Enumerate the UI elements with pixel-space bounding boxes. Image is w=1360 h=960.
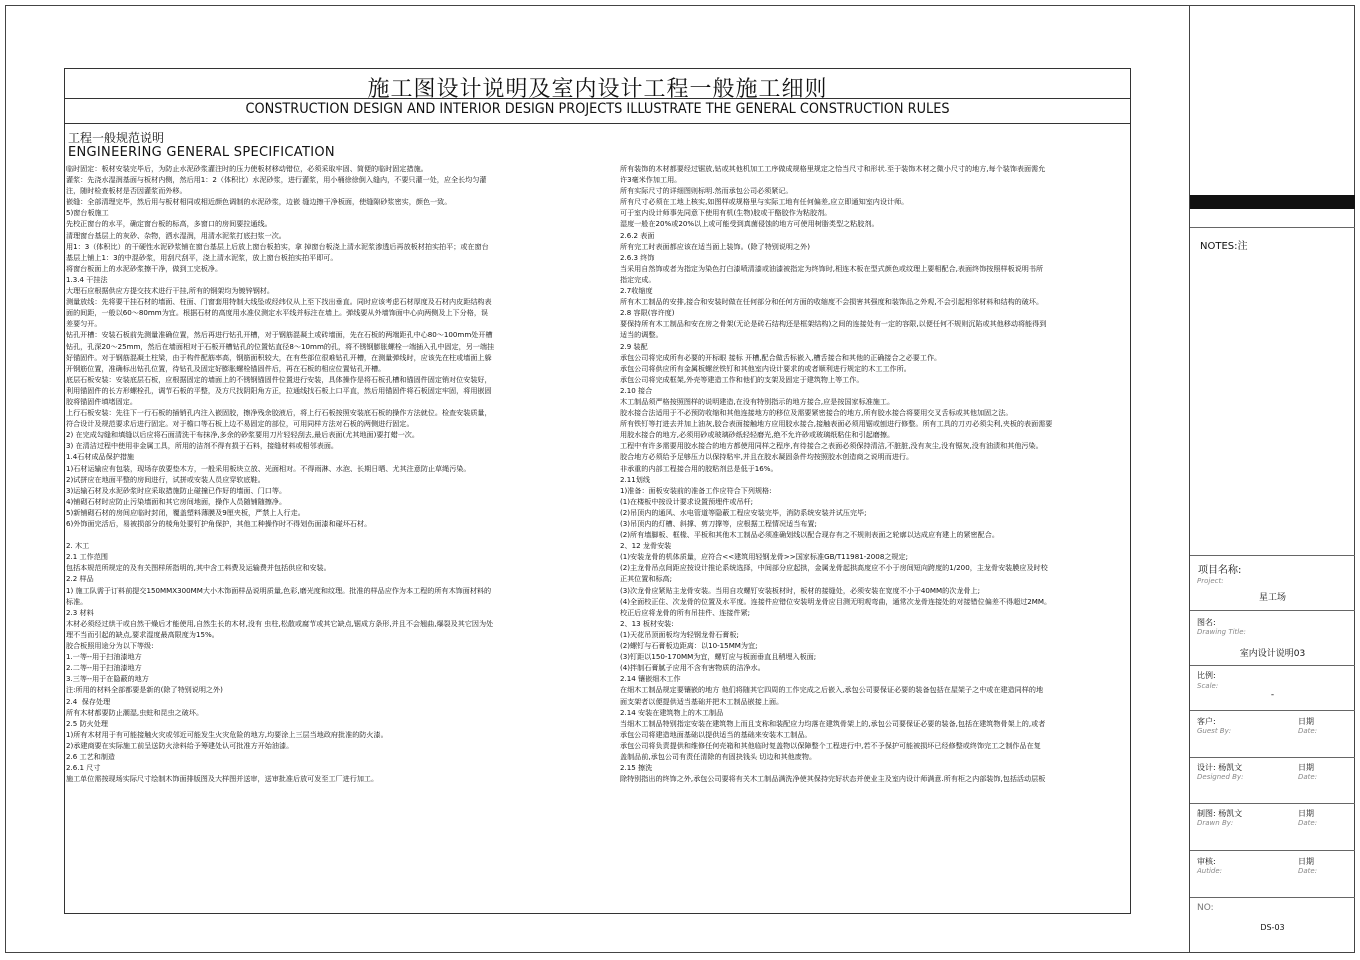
scale-sub-label: Scale: <box>1197 682 1219 690</box>
section-heading-english: ENGINEERING GENERAL SPECIFICATION <box>68 145 335 160</box>
text-line: 正其位置和标高; <box>620 574 673 584</box>
text-line: 钻孔开槽：安装石板前先测量准确位置，然后再进行钻孔开槽，对于钢筋混凝土或砖墙面，先在石板的两端距孔中心80～100mm处开槽 <box>66 330 493 340</box>
text-line: (3)吊顶内的灯槽、斜撑、剪刀撑等，应根据工程情况适当布置; <box>620 519 817 528</box>
text-line: 包括本规范所规定的及有关图样所指明的,其中含工料费及运输费并包括供应和安装。 <box>66 563 331 573</box>
title-english: CONSTRUCTION DESIGN AND INTERIOR DESIGN PROJECTS ILLUSTRATE THE GENERAL CONSTRUCTION RULES <box>245 101 950 117</box>
drafter-date-sub-label: Date: <box>1298 819 1318 827</box>
text-line: 先校正窗台的水平，确定窗台板的标高，多窗口的房间要拉通线。 <box>66 219 272 229</box>
text-line: 承包公司将完成框架,外壳等建造工作和他们的支架及固定于建筑物上等工作。 <box>620 374 864 384</box>
text-line: 1.3.4 干挂法 <box>66 274 108 284</box>
text-line: 所有实际尺寸的详细图则标明.然而承包公司必须紧记。 <box>620 186 793 196</box>
divider <box>1190 665 1355 666</box>
designer-label: 设计: 杨凯文 <box>1197 763 1243 772</box>
text-line: 2) 在完成勾缝和填缝以后应将石面清洗干布抹净,多余的砂浆要用刀片轻轻刮去,最后表面(尤其地面)要打蜡一次。 <box>66 430 419 440</box>
text-line: 1) 施工队需于订料前提交150MMX300MM大小木饰面样品说明质量,色彩,磨光度和纹理。批准的样品应作为本工程的所有木饰面材料的 <box>66 585 492 595</box>
text-line: 利用锚固件的长方形螺栓孔，调节石板的平整，及方尺找阴阳角方正，拉通线找石板上口平直，然后用锚固件将石板固定牢固，将用嵌固 <box>66 385 492 395</box>
text-line: 所有完工时表面都应该在适当面上装饰。(除了特别说明之外) <box>620 241 810 251</box>
sheet-number-label: NO: <box>1197 903 1214 913</box>
text-line: 许3毫米作加工用。 <box>620 175 682 185</box>
text-line: 2.二等--用于扫油漆地方 <box>66 663 142 673</box>
text-line: 2.11划线 <box>620 474 650 484</box>
text-line: 要保持所有木工制品和安在房之骨架(无论是砖石结构还是框架结构)之间的连接处有一定的容限,以便任何不规则沉陷或其他移动将能得到 <box>620 319 1047 329</box>
text-line: 所有木工制品的安排,接合和安装时做在任何部分和任何方面的收缩度不会损害其强度和装饰品之外观,不会引起相邻材料和结构的破坏。 <box>620 297 1044 307</box>
text-line: 3) 在清洁过程中使用非金属工具，所用的洁剂不得有损于石料，接缝材料或相邻表面。 <box>66 441 339 451</box>
notes-label: NOTES:注 <box>1200 241 1248 252</box>
text-line: 灌浆：先浇水湿润基面与板材内侧，然后用1：2（体积比）水泥砂浆，进行灌浆，用小桶徐徐倒入缝内，不要只灌一处，应全长均匀灌 <box>66 175 487 185</box>
divider <box>1190 710 1355 711</box>
text-line: 胶水接合法适用于不必预防收缩和其他连接地方的移位及需要紧密接合的地方,所有胶水接合将要用交叉舌标或其他加固之法。 <box>620 408 1013 418</box>
text-line: 2、12 龙骨安装 <box>620 541 672 551</box>
text-line: 2.3 材料 <box>66 607 94 617</box>
text-line: 2. 木工 <box>66 541 90 551</box>
text-line: 3.三等--用于在隐蔽的地方 <box>66 674 149 684</box>
project-sub-label: Project: <box>1197 577 1224 585</box>
text-line: 符合设计及规范要求后进行固定。对于檐口等石板上边不易固定的部位，可用同样方法对石板的两侧进行固定。 <box>66 419 414 429</box>
text-line: 5)新铺砌石材的房间应临时封闭，覆盖塑料薄膜及9厘夹板，严禁上人行走。 <box>66 507 305 517</box>
text-line: 指定完成。 <box>620 274 656 284</box>
text-line: 2.6 工艺和制造 <box>66 751 116 761</box>
text-line: 1)准备：面板安装前的准备工作应符合下列规格: <box>620 485 772 495</box>
reviewer-date-sub-label: Date: <box>1298 867 1318 875</box>
divider <box>1190 227 1355 228</box>
text-line: 所有尺寸必须在工地上核实,如图样或规格里与实际工地有任何偏差,应立即通知室内设计师。 <box>620 197 909 207</box>
text-line: (4)全面校正住、次龙骨的位置及水平度。连接件应错位安装明龙骨应目测无明观弯曲，通常次龙骨连接处的对接错位偏差不得超过2MM。 <box>620 596 1052 606</box>
text-line: 用胶水接合的地方,必须用砂或玻璃砂纸轻轻磨光,绝不允许砂或玻璃纸粘住和引起磨擦。 <box>620 430 895 440</box>
text-line: 胶合板照用途分为以下等级: <box>66 641 154 651</box>
text-line: 可于室内设计师事先同意下使用有机(生物)胶或干酪胶作为粘胶剂。 <box>620 208 832 218</box>
text-line: 2.6.1 尺寸 <box>66 763 101 773</box>
text-line: 2)试拼应在地面平整的房间进行，试拼或安装人员应穿软底鞋。 <box>66 474 265 484</box>
text-line: 承包公司将负责提供和维修任何壳箱和其他临时复盖物以保障整个工程进行中,若不予保护可能被损坏已经修整或终饰完工之制作品在复 <box>620 740 1041 750</box>
text-line: 湿度一般在20%或20%以上或可能受到真菌侵蚀的地方可使用树脂类型之粘胶剂。 <box>620 219 879 229</box>
text-line: 非承重的内部工程接合用的胶粘剂总是低于16%。 <box>620 463 778 473</box>
text-line: 1.4石材成品保护措施 <box>66 452 135 462</box>
drafter-date-label: 日期 <box>1298 809 1314 818</box>
text-line: 清理窗台基层上的灰砂、杂物，洒水湿润，用清水泥浆打底扫浆一次。 <box>66 230 286 240</box>
project-name: 星工场 <box>1258 593 1286 603</box>
text-line: (1)在楼板中按设计要求设置预埋件或吊杆; <box>620 496 754 506</box>
title-block-bar <box>1190 195 1355 209</box>
text-line: (3)次龙骨应紧贴主龙骨安装。当用自攻螺钉安装板材时，板材的接缝处，必须安装在宽度不小于40MM的次龙骨上; <box>620 585 981 595</box>
text-line: 临时固定：板材安装完毕后，为防止水泥砂浆灌注时的压力使板材移动错位，必须采取牢固、简便的临时固定措施。 <box>66 164 428 173</box>
client-sub-label: Guest By: <box>1197 727 1232 735</box>
text-line: 所有木材都要防止潮湿,虫蛀和昆虫之破坏。 <box>66 707 204 717</box>
text-line: 胶合地方必须给予足够压力以保持粘牢,并且在胶水凝固条件均按照胶水创造商之说明而进行。 <box>620 452 914 462</box>
text-line: 注，随时检查板材是否因灌浆而外移。 <box>66 186 187 196</box>
right-text-column <box>620 163 1128 784</box>
reviewer-label: 审核: <box>1197 857 1216 866</box>
designer-date-label: 日期 <box>1298 763 1314 772</box>
text-line: 工程中有许多需要用胶水接合的地方都使用同样之程序,有待接合之表面必须保持清洁,不脏脏,没有灰尘,没有锯灰,没有油渍和其他污染。 <box>620 441 1043 451</box>
drafter-label: 制图: 杨凯文 <box>1197 809 1243 818</box>
left-text-column <box>66 163 578 784</box>
divider <box>1190 555 1355 556</box>
text-line: 当采用自然饰或者为指定为染色打白漆喷清漆或油漆被指定为终饰时,相连木板在型式颜色或纹理上要相配合,表面终饰按照样板说明书所 <box>620 263 1044 273</box>
drafter-sub-label: Drawn By: <box>1197 819 1234 827</box>
text-line: 底层石板安装：安装底层石板，应根据固定的墙面上的不锈钢锚固件位置进行安装，具体操作是将石板孔槽和锚固件固定销对位安装好， <box>66 374 492 384</box>
text-line: 1)石材运输应有包装，现场存放要垫木方，一般采用板块立放、光面相对。不得雨淋、水泡、长期日晒、尤其注意防止草绳污染。 <box>66 463 471 473</box>
text-line: (4)拌制石膏腻子应用不含有害物质的洁净水。 <box>620 663 765 673</box>
text-line: 当细木工制品特别指定安装在建筑物上而且支称和装配应力均落在建筑骨架上的,承包公司要保证必要的装备,包括在建筑物骨架上的,或者 <box>620 718 1046 728</box>
text-line: (2)所有墙脚板、框椽、平板和其他木工制品必须准确划线以配合现存有之不规则表面之轮廓以达成应有建上的紧密配合。 <box>620 530 999 540</box>
text-line: 2.7收缩度 <box>620 286 653 296</box>
text-line: 所有装饰的木材都要经过锯放,钻或其他机加工工序做成规格里规定之恰当尺寸和形状.至于装饰木材之微小尺寸的地方,每个装饰表面需允 <box>620 164 1046 173</box>
drawing-title: 室内设计说明03 <box>1239 649 1306 659</box>
project-label: 项目名称: <box>1198 565 1242 576</box>
text-line: 2.5 防火处理 <box>66 718 108 728</box>
text-line: 基层上铺上1：3的中混砂浆，用刮尺刮平，浇上清水泥浆，放上窗台板拍实拍平即可。 <box>66 252 338 262</box>
text-line: 承包公司将完成所有必要的开标眼 接标 开槽,配合做舌标嵌入,槽舌接合和其他的正确接合之必要工作。 <box>620 352 942 362</box>
title-block <box>1189 5 1355 953</box>
text-line: 承包公司将建造地面基础以提供适当的基础来安装木工制品。 <box>620 729 812 739</box>
text-line: (1)安装龙骨的机体质量，应符合<<建筑用轻钢龙骨>>国家标准GB/T11981-2008之规定; <box>620 552 909 562</box>
text-line: 6)外饰面完活后，易被损部分的棱角处要钉护角保护，其他工种操作时不得划伤面漆和碰坏石材。 <box>66 519 372 528</box>
scale-value: - <box>1270 690 1275 700</box>
text-line: 承包公司将供应所有金属板螺丝铁钉和其他室内设计要求的或者顺利进行规定的木工工作所。 <box>620 363 911 373</box>
divider <box>1190 610 1355 611</box>
text-line: 面的间距，一般以60～80mm为宜。根据石材的高度用水准仪测定水平线并标注在墙上。弹线要从外墙饰面中心向两侧及上下分格，误 <box>66 308 489 318</box>
title-divider <box>65 98 1130 99</box>
drawing-title-sub-label: Drawing Title: <box>1197 628 1246 636</box>
text-line: (1)天花吊顶面板均为轻钢龙骨石膏板; <box>620 629 739 639</box>
text-line: 上行石板安装：先往下一行石板的插销孔内注入嵌固胶，擦净残余胶液后，将上行石板按照安装底石板的操作方法就位。检查安装质量， <box>66 408 492 418</box>
text-line: 2.2 样品 <box>66 574 94 584</box>
text-line: 测量放线：先将要干挂石材的墙面、柱面、门窗套用特制大线坠或经纬仪从上至下找出垂直。同时应该考虑石材厚度及石材内皮距结构表 <box>66 297 492 307</box>
text-line: 2.4 保存处理 <box>66 696 111 706</box>
text-line: 2.8 容限(容许度) <box>620 308 675 318</box>
text-line: 面支架者以便提供适当基础并把木工制品嵌接上面。 <box>620 696 784 706</box>
text-line: (2)螺钉与石膏板边距离：以10-15MM为宜; <box>620 641 758 651</box>
designer-sub-label: Designed By: <box>1197 773 1244 781</box>
reviewer-sub-label: Autide: <box>1197 867 1223 875</box>
title-divider <box>65 123 1130 124</box>
text-line: 2、13 板材安装: <box>620 618 674 628</box>
text-line: 1.一等--用于扫油漆地方 <box>66 652 142 662</box>
text-line: 2.6.2 表面 <box>620 230 655 240</box>
text-line <box>66 529 578 540</box>
divider <box>1190 803 1355 804</box>
text-line: 开钢筋位置，准确标出钻孔位置，待钻孔及固定好膨胀螺栓锚固件后，再在石板的相应位置钻孔开槽。 <box>66 363 386 373</box>
text-line: 5)窗台板施工 <box>66 208 109 218</box>
text-line: 2)承建商要在实际施工前呈送防火涂料给予筹建处认可批准方开始油漆。 <box>66 740 294 750</box>
divider <box>1190 850 1355 851</box>
divider <box>1190 897 1355 898</box>
text-line: 适当的调整。 <box>620 330 663 340</box>
text-line: 2.10 接合 <box>620 385 653 395</box>
text-line: (2)吊顶内的通风、水电管道等隐蔽工程应安装完毕，消防系统安装并试压完毕; <box>620 507 867 517</box>
title-chinese: 施工图设计说明及室内设计工程一般施工细则 <box>367 77 828 102</box>
scale-label: 比例: <box>1197 671 1216 680</box>
text-line: 除特别指出的终饰之外,承包公司要将有关木工制品满洗净使其保持完好状态并使业主及室内设计师满意.所有柜之内部装饰,包括活动层板 <box>620 774 1046 784</box>
text-line: 嵌缝：全部清理完毕，然后用与板材相同或相近颜色调制的水泥砂浆，边嵌 缝边擦干净板面，使缝隙砂浆密实，颜色一致。 <box>66 197 452 207</box>
text-line: 胶将锚固件填堵固定。 <box>66 396 137 406</box>
text-line: 理不当而引起的缺点,要求湿度最高限度为15%。 <box>66 629 219 639</box>
text-line: 将窗台板面上的水泥砂浆擦干净，做到工完板净。 <box>66 263 223 273</box>
text-line: 施工单位需按现场实际尺寸绘制木饰面排版图及大样图并送审，送审批准后放可发至工厂进行加工。 <box>66 774 379 784</box>
text-line: 标准。 <box>66 596 88 606</box>
content-frame <box>64 68 1131 914</box>
text-line: 2.1 工作范围 <box>66 552 108 562</box>
client-label: 客户: <box>1197 717 1216 726</box>
text-line: 2.14 镶嵌细木工作 <box>620 674 681 684</box>
drawing-title-label: 图名: <box>1197 618 1216 627</box>
text-line: 在细木工制品规定要镶嵌的地方 他们将随其它四周的工作完成之后嵌入,承包公司要保证必要的装备包括在屋架子之中或在建造同样的地 <box>620 685 1044 695</box>
divider <box>1190 757 1355 758</box>
text-line: 2.14 安装在建筑物上的木工制品 <box>620 707 724 717</box>
text-line: 1)所有木材用于有可能接触火灾或邻近可能发生火灾危险的地方,均要涂上三层当地政府批准的防火漆。 <box>66 729 388 739</box>
text-line: 好锚固件。对于钢筋混凝土柱梁，由于构件配筋率高，钢筋面积较大，在有些部位很难钻孔开槽，在测量弹线时，应该先在柱或墙面上躲 <box>66 352 492 362</box>
text-line: 2.6.3 终饰 <box>620 252 655 262</box>
text-line: 盖制品前,承包公司有责任清除的有固抉钱头 切边和其他废物。 <box>620 751 817 761</box>
text-line: 大理石应根据供应方提交技术进行干挂,所有的钢架均为镀锌钢材。 <box>66 286 274 296</box>
text-line: (3)钉距以150-170MM为宜，螺钉应与板面垂直且稍埋入板面; <box>620 652 817 662</box>
client-date-label: 日期 <box>1298 717 1314 726</box>
text-line: 3)运输石材及水泥砂浆时应采取措施防止碰撞已作好的墙面、门口等。 <box>66 485 287 495</box>
reviewer-date-label: 日期 <box>1298 857 1314 866</box>
text-line: 2.15 擦洗 <box>620 763 653 773</box>
text-line: 木工制品须严格按照图样的说明建造,在没有特别指示的地方接合,应是按国家标准施工。 <box>620 396 895 406</box>
text-line: 钻孔，孔深20～25mm，然后在墙面相对于石板开槽钻孔的位置钻直径8～10mm的孔，将不锈钢膨胀螺栓一端插入孔中固定，另一端挂 <box>66 341 495 351</box>
text-line: 用1：3（体积比）的干硬性水泥砂浆铺在窗台基层上后放上窗台板拍实，拿 掉窗台板浇上清水泥浆渗透后再放板材拍实拍平；或在窗台 <box>66 241 489 251</box>
text-line: 校正后应将龙骨的所有吊挂件、连接件紧; <box>620 607 751 617</box>
text-line: 所有铁钉等打进去并加上油灰,胶合表面接触地方应用胶水接合,接触表面必须用锯或刨进行修整。所有工具的刀刃必须尖利,夹板的表面需要 <box>620 419 1053 429</box>
section-heading-chinese: 工程一般规范说明 <box>68 131 165 145</box>
text-line: 2.9 装配 <box>620 341 648 351</box>
text-line: 差要匀开。 <box>66 319 102 329</box>
sheet-number: DS-03 <box>1260 923 1285 932</box>
text-line: 注:所用的材料全部都要是新的(除了特别说明之外) <box>66 685 223 695</box>
client-date-sub-label: Date: <box>1298 727 1318 735</box>
text-line: 木材必须经过烘干或自然干燥后才能使用,自然生长的木材,没有 虫柱,松散或腐节或其它缺点,锯成方条形,并且不会翘曲,爆裂及其它因为处 <box>66 618 494 628</box>
designer-date-sub-label: Date: <box>1298 773 1318 781</box>
text-line: 4)铺砌石材时应防止污染墙面和其它房间地面，操作人员随铺随擦净。 <box>66 496 287 506</box>
text-line: (2)主龙骨吊点间距应按设计推论系统选择，中间部分应起拱，金属龙骨起拱高度应不小于房间短向跨度的1/200，主龙骨安装膜应及时校 <box>620 563 1048 573</box>
